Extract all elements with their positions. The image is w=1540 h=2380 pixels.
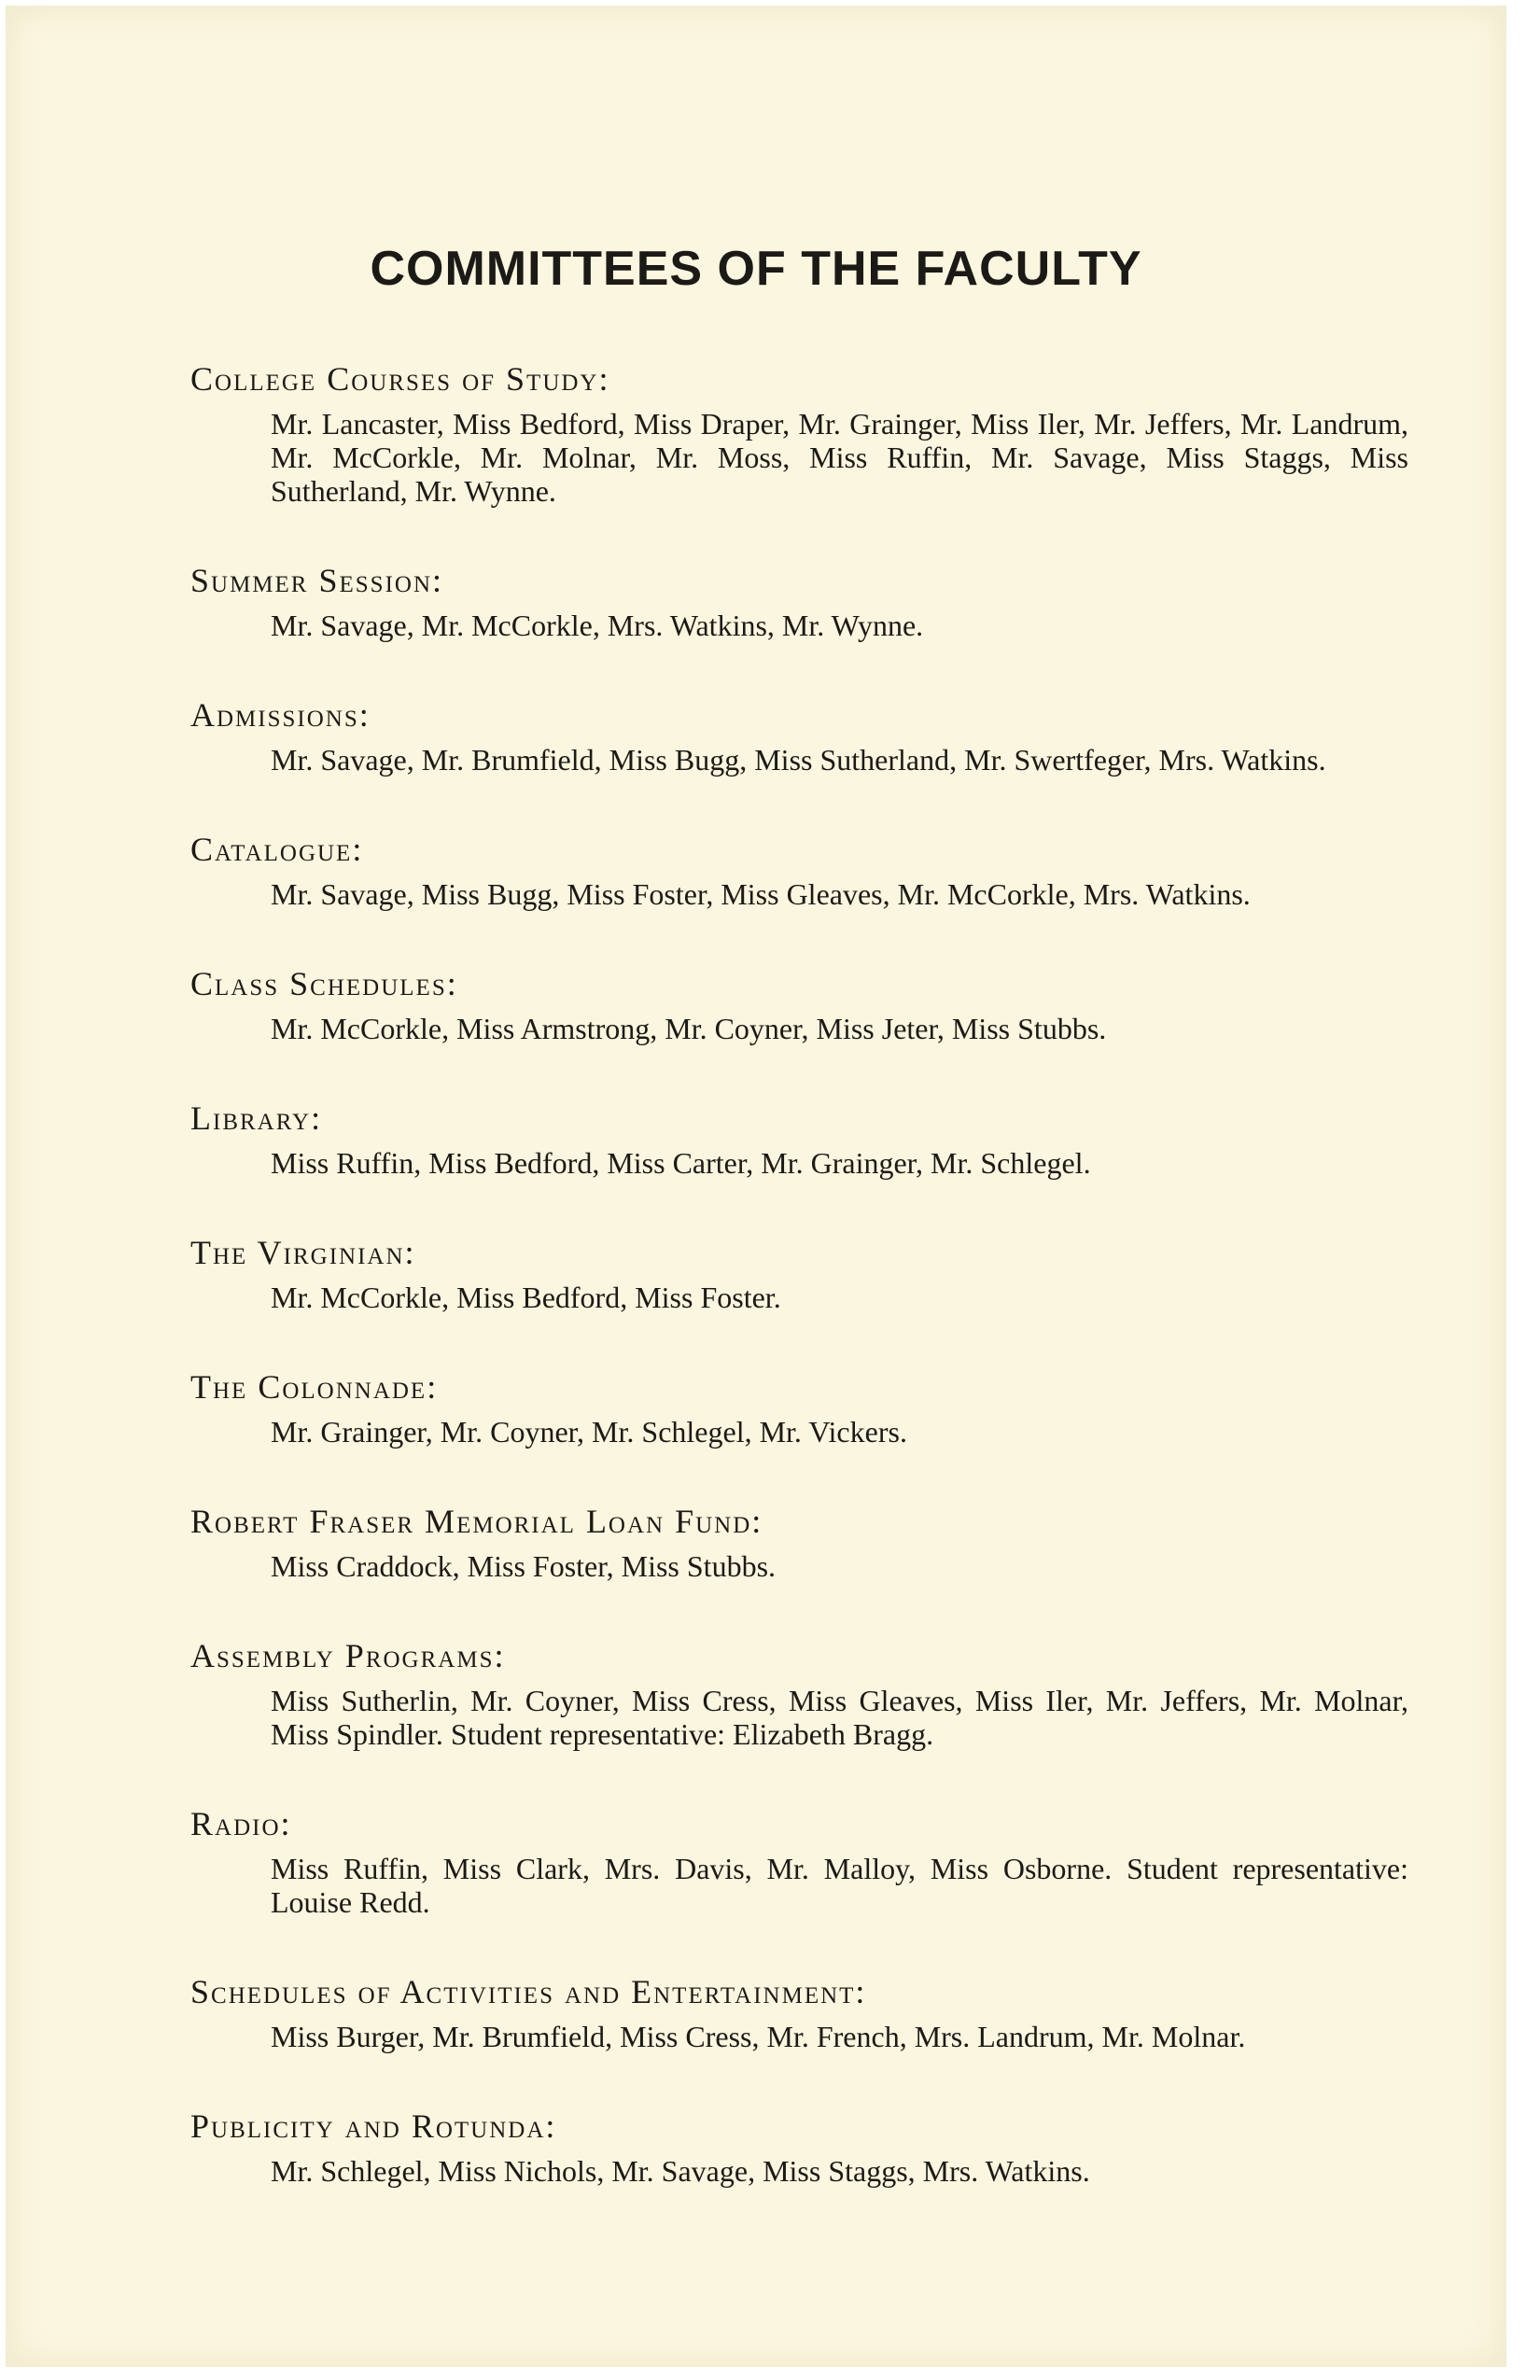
committee-publicity-and-rotunda: [190, 2106, 1408, 2188]
committee-members: Mr. Grainger, Mr. Coyner, Mr. Schlegel, Mr. Vickers.: [271, 1415, 907, 1449]
committee-members: Mr. Schlegel, Miss Nichols, Mr. Savage, Miss Staggs, Mrs. Watkins.: [271, 2154, 1090, 2188]
page: [6, 6, 1506, 2367]
committee-heading: Admissions:: [190, 696, 371, 734]
committee-members: Miss Craddock, Miss Foster, Miss Stubbs.: [271, 1549, 777, 1583]
committee-members: Mr. Savage, Miss Bugg, Miss Foster, Miss Gleaves, Mr. McCorkle, Mrs. Watkins.: [271, 877, 1251, 911]
committee-robert-fraser-memorial-loan-fund: [190, 1501, 1408, 1583]
committee-members: Mr. McCorkle, Miss Bedford, Miss Foster.: [271, 1281, 781, 1314]
page-title: COMMITTEES OF THE FACULTY: [370, 242, 1142, 296]
committee-library: [190, 1098, 1408, 1180]
committee-the-virginian: [190, 1232, 1408, 1314]
committee-catalogue: [190, 829, 1408, 911]
committee-members: Miss Burger, Mr. Brumfield, Miss Cress, Mr. French, Mrs. Landrum, Mr. Molnar.: [271, 2020, 1246, 2053]
committee-the-colonnade: [190, 1366, 1408, 1449]
committee-admissions: [190, 694, 1408, 777]
committee-members: Mr. Lancaster, Miss Bedford, Miss Draper, Mr. Grainger, Miss Iler, Mr. Jeffers, Mr. Landrum, Mr. McCorkle, Mr. Molnar, Mr. Moss, Miss Ruffin, Mr. Savage, Miss Staggs, Miss Sutherland, Mr. Wynne.: [271, 407, 1408, 508]
committee-heading: The Virginian:: [190, 1234, 416, 1271]
committee-assembly-programs: [190, 1635, 1408, 1751]
committee-heading: The Colonnade:: [190, 1368, 439, 1406]
committee-college-courses-of-study: [190, 358, 1408, 508]
committee-list: [190, 358, 1408, 2240]
committee-radio: [190, 1803, 1408, 1919]
committee-heading: Summer Session:: [190, 562, 444, 599]
committee-heading: Radio:: [190, 1805, 292, 1842]
committee-members: Mr. McCorkle, Miss Armstrong, Mr. Coyner, Miss Jeter, Miss Stubbs.: [271, 1012, 1107, 1045]
committee-members: Miss Ruffin, Miss Clark, Mrs. Davis, Mr. Malloy, Miss Osborne. Student representative: Louise Redd.: [271, 1852, 1408, 1919]
committee-heading: College Courses of Study:: [190, 360, 610, 398]
committee-class-schedules: [190, 963, 1408, 1045]
committee-summer-session: [190, 560, 1408, 642]
committee-heading: Class Schedules:: [190, 965, 458, 1002]
committee-members: Mr. Savage, Mr. Brumfield, Miss Bugg, Miss Sutherland, Mr. Swertfeger, Mrs. Watkins.: [271, 743, 1326, 777]
committee-heading: Robert Fraser Memorial Loan Fund:: [190, 1503, 763, 1540]
committee-heading: Schedules of Activities and Entertainment:: [190, 1973, 867, 2010]
committee-schedules-of-activities-and-entertainment: [190, 1971, 1408, 2053]
committee-heading: Catalogue:: [190, 831, 364, 868]
committee-heading: Publicity and Rotunda:: [190, 2107, 557, 2145]
committee-members: Miss Ruffin, Miss Bedford, Miss Carter, Mr. Grainger, Mr. Schlegel.: [271, 1146, 1091, 1180]
committee-heading: Assembly Programs:: [190, 1637, 506, 1674]
committee-heading: Library:: [190, 1099, 323, 1137]
committee-members: Mr. Savage, Mr. McCorkle, Mrs. Watkins, Mr. Wynne.: [271, 609, 924, 642]
committee-members: Miss Sutherlin, Mr. Coyner, Miss Cress, Miss Gleaves, Miss Iler, Mr. Jeffers, Mr. Molnar, Miss Spindler. Student representative: Elizabeth Bragg.: [271, 1684, 1408, 1751]
